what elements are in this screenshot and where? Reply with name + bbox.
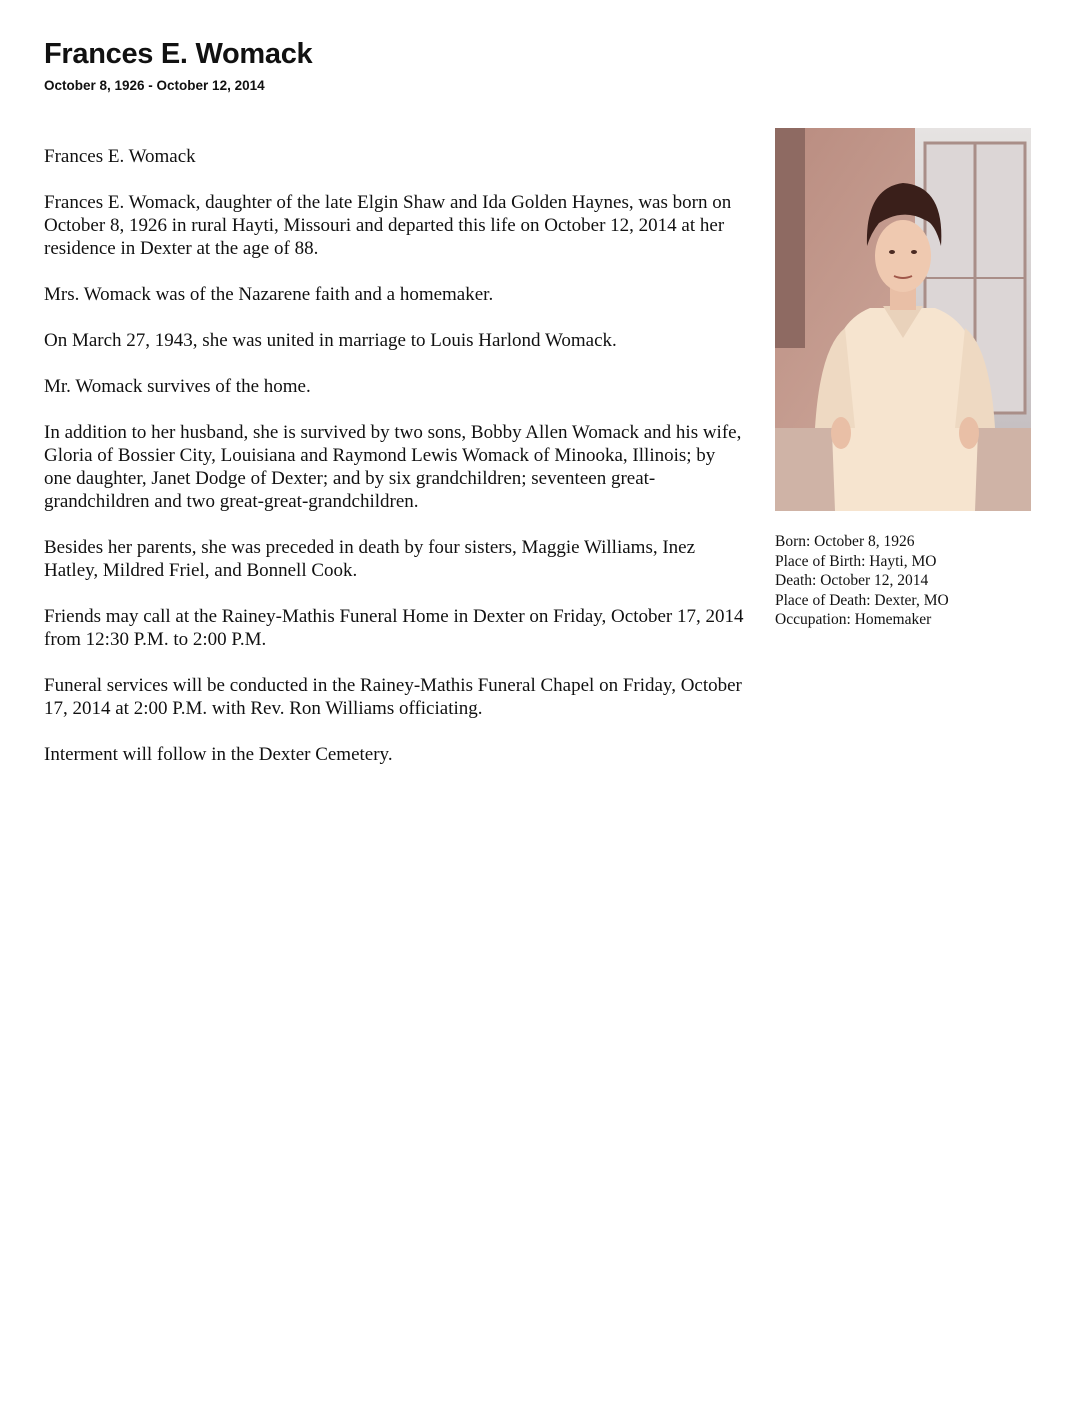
obituary-paragraph: Frances E. Womack: [44, 146, 196, 167]
obituary-paragraph: Funeral services will be conducted in the Rainey-Mathis Funeral Chapel on Friday, October 17, 2014 at 2:00 P.M. with Rev. Ron Williams officiating.: [44, 675, 742, 719]
born-fact: Born: October 8, 1926: [775, 533, 915, 550]
occupation-fact: Occupation: Homemaker: [775, 611, 932, 629]
place-of-birth-fact: Place of Birth: Hayti, MO: [775, 552, 937, 570]
page-title: Frances E. Womack: [44, 38, 313, 70]
portrait-image: [775, 128, 1031, 511]
death-fact: Death: October 12, 2014: [775, 572, 929, 590]
obituary-paragraph: Mr. Womack survives of the home.: [44, 376, 311, 397]
obituary-paragraph: Frances E. Womack, daughter of the late Elgin Shaw and Ida Golden Haynes, was born on October 8, 1926 in rural Hayti, Missouri and departed this life on October 12, 2014 at her residence in Dexter at the age of 88.: [44, 192, 732, 259]
obituary-text: [44, 145, 744, 789]
obituary-paragraph: Friends may call at the Rainey-Mathis Funeral Home in Dexter on Friday, October 17, 2014 from 12:30 P.M. to 2:00 P.M.: [44, 606, 744, 650]
obituary-paragraph: Interment will follow in the Dexter Cemetery.: [44, 744, 393, 765]
place-of-death-fact: Place of Death: Dexter, MO: [775, 591, 949, 609]
obituary-paragraph: In addition to her husband, she is survived by two sons, Bobby Allen Womack and his wife, Gloria of Bossier City, Louisiana and Raymond Lewis Womack of Minooka, Illinois; by one daughter, Janet Dodge of Dexter; and by six grandchildren; seventeen great-grandchildren and two great-great-grandchildren.: [44, 422, 742, 512]
obituary-paragraph: Mrs. Womack was of the Nazarene faith and a homemaker.: [44, 284, 494, 305]
obituary-paragraph: On March 27, 1943, she was united in marriage to Louis Harlond Womack.: [44, 330, 617, 351]
portrait-photo: [775, 128, 1031, 511]
life-dates: October 8, 1926 - October 12, 2014: [44, 78, 265, 93]
vital-facts: [775, 532, 949, 630]
obituary-paragraph: Besides her parents, she was preceded in death by four sisters, Maggie Williams, Inez Hatley, Mildred Friel, and Bonnell Cook.: [44, 537, 696, 581]
